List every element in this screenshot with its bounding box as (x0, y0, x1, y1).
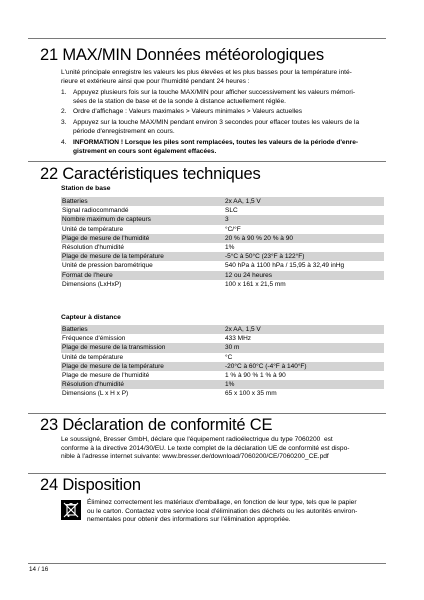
step-4-number: 4. (61, 139, 67, 146)
base-spec-value: 2x AA, 1,5 V (224, 197, 384, 206)
step-3-line-1: Appuyez sur la touche MAX/MIN pendant environ 3 secondes pour effacer toutes les valeurs de la (73, 119, 360, 126)
base-spec-label: Unité de pression barométrique (61, 261, 224, 270)
sensor-spec-row (61, 334, 384, 343)
s21-intro-line-2: rieure et extérieure ainsi que pour l'humidité pendant 24 heures : (61, 77, 250, 85)
section-rule (28, 473, 386, 474)
base-spec-row (61, 225, 384, 234)
base-spec-value: 1% (224, 243, 384, 252)
sensor-spec-label: Dimensions (L x H x P) (61, 389, 224, 398)
sensor-spec-row (61, 371, 384, 380)
sensor-spec-value: 433 MHz (224, 334, 384, 343)
step-2-number: 2. (61, 108, 67, 115)
sensor-spec-row (61, 362, 384, 371)
sensor-spec-row (61, 343, 384, 352)
base-spec-value: 20 % à 90 % 20 % à 90 (224, 234, 384, 243)
section-rule (28, 413, 386, 414)
step-4-line-1: INFORMATION ! Lorsque les piles sont remplacées, toutes les valeurs de la période d'enre- (73, 139, 359, 146)
base-spec-label: Plage de mesure de la température (61, 252, 224, 261)
base-spec-value: 3 (224, 215, 384, 224)
sensor-spec-value: 30 m (224, 343, 384, 352)
base-spec-row (61, 271, 384, 280)
sensor-spec-row (61, 353, 384, 362)
sensor-spec-label: Unité de température (61, 353, 224, 362)
sensor-spec-label: Plage de mesure de la transmission (61, 343, 224, 352)
base-spec-row (61, 206, 384, 215)
step-3-line-2: période d'enregistrement en cours. (73, 127, 175, 135)
remote-sensor-title: Capteur à distance (61, 314, 121, 321)
sensor-spec-value: 2x AA, 1,5 V (224, 325, 384, 334)
sensor-spec-label: Fréquence d'émission (61, 334, 224, 343)
base-spec-label: Format de l'heure (61, 271, 224, 280)
step-1-number: 1. (61, 89, 67, 96)
step-2-line-1: Ordre d'affichage : Valeurs maximales > Valeurs minimales > Valeurs actuelles (73, 108, 303, 115)
sensor-spec-label: Plage de mesure de la température (61, 362, 224, 371)
heading-24: 24 Disposition (40, 476, 141, 494)
sensor-spec-label: Batteries (61, 325, 224, 334)
s23-line-2: conforme à la directive 2014/30/EU. Le texte complet de la déclaration UE de conformité est dispo- (61, 444, 350, 452)
s24-line-2: ou le carton. Contactez votre service local d'élimination des déchets ou les autorités environ- (87, 507, 358, 515)
sensor-spec-value: 65 x 100 x 35 mm (224, 389, 384, 398)
s24-line-1: Éliminez correctement les matériaux d'emballage, en fonction de leur type, tels que le papier (87, 499, 357, 506)
crossed-out-wheelie-bin-icon (61, 500, 81, 520)
base-spec-value: 540 hPa à 1100 hPa / 15,95 à 32,49 inHg (224, 261, 384, 270)
base-spec-row (61, 252, 384, 261)
base-spec-row (61, 243, 384, 252)
s23-line-1: Le soussigné, Bresser GmbH, déclare que l'équipement radioélectrique du type 7060200 est (61, 436, 333, 443)
base-spec-row (61, 280, 384, 289)
step-4-line-2: gistrement en cours sont également effacées. (73, 147, 217, 155)
heading-23: 23 Déclaration de conformité CE (40, 416, 273, 434)
sensor-spec-value: 1% (224, 380, 384, 389)
base-spec-label: Batteries (61, 197, 224, 206)
base-spec-label: Signal radiocommandé (61, 206, 224, 215)
base-spec-value: °C/°F (224, 225, 384, 234)
base-spec-row (61, 197, 384, 206)
sensor-spec-row (61, 389, 384, 398)
base-spec-value: 12 ou 24 heures (224, 271, 384, 280)
section-rule (28, 38, 386, 39)
sensor-spec-label: Plage de mesure de l'humidité (61, 371, 224, 380)
sensor-spec-value: -20°C à 60°C (-4°F à 140°F) (224, 362, 384, 371)
step-1-line-1: Appuyez plusieurs fois sur la touche MAX/MIN pour afficher successivement les valeurs mémori- (73, 89, 356, 96)
base-spec-value: 100 x 161 x 21,5 mm (224, 280, 384, 289)
sensor-spec-row (61, 325, 384, 334)
step-3-number: 3. (61, 119, 67, 126)
remote-sensor-specs-table (61, 325, 384, 399)
sensor-spec-label: Résolution d'humidité (61, 380, 224, 389)
base-spec-label: Résolution d'humidité (61, 243, 224, 252)
base-spec-value: -5°C à 50°C (23°F à 122°F) (224, 252, 384, 261)
footer-rule (28, 563, 386, 564)
base-spec-row (61, 234, 384, 243)
base-spec-label: Nombre maximum de capteurs (61, 215, 224, 224)
page-number: 14 / 16 (29, 566, 49, 573)
sensor-spec-value: 1 % à 90 % 1 % à 90 (224, 371, 384, 380)
base-spec-label: Unité de température (61, 225, 224, 234)
s23-line-3: nible à l'adresse internet suivante: www.bresser.de/download/7060200/CE/7060200_CE.pdf (61, 453, 329, 461)
step-1-line-2: sées de la station de base et de la sonde à distance actuellement réglée. (73, 97, 286, 105)
base-spec-row (61, 215, 384, 224)
sensor-spec-row (61, 380, 384, 389)
heading-22: 22 Caractéristiques techniques (40, 165, 261, 183)
base-spec-label: Dimensions (LxHxP) (61, 280, 224, 289)
base-spec-value: SLC (224, 206, 384, 215)
base-spec-row (61, 261, 384, 270)
base-spec-label: Plage de mesure de l'humidité (61, 234, 224, 243)
s24-line-3: nementales pour obtenir des informations sur l'élimination appropriée. (87, 516, 291, 524)
base-station-title: Station de base (61, 185, 111, 192)
s21-intro-line-1: L'unité principale enregistre les valeurs les plus élevées et les plus basses pour la température inté- (61, 69, 352, 76)
base-station-specs-table (61, 197, 384, 289)
heading-21: 21 MAX/MIN Données météorologiques (40, 46, 324, 64)
sensor-spec-value: °C (224, 353, 384, 362)
section-rule (28, 161, 386, 162)
